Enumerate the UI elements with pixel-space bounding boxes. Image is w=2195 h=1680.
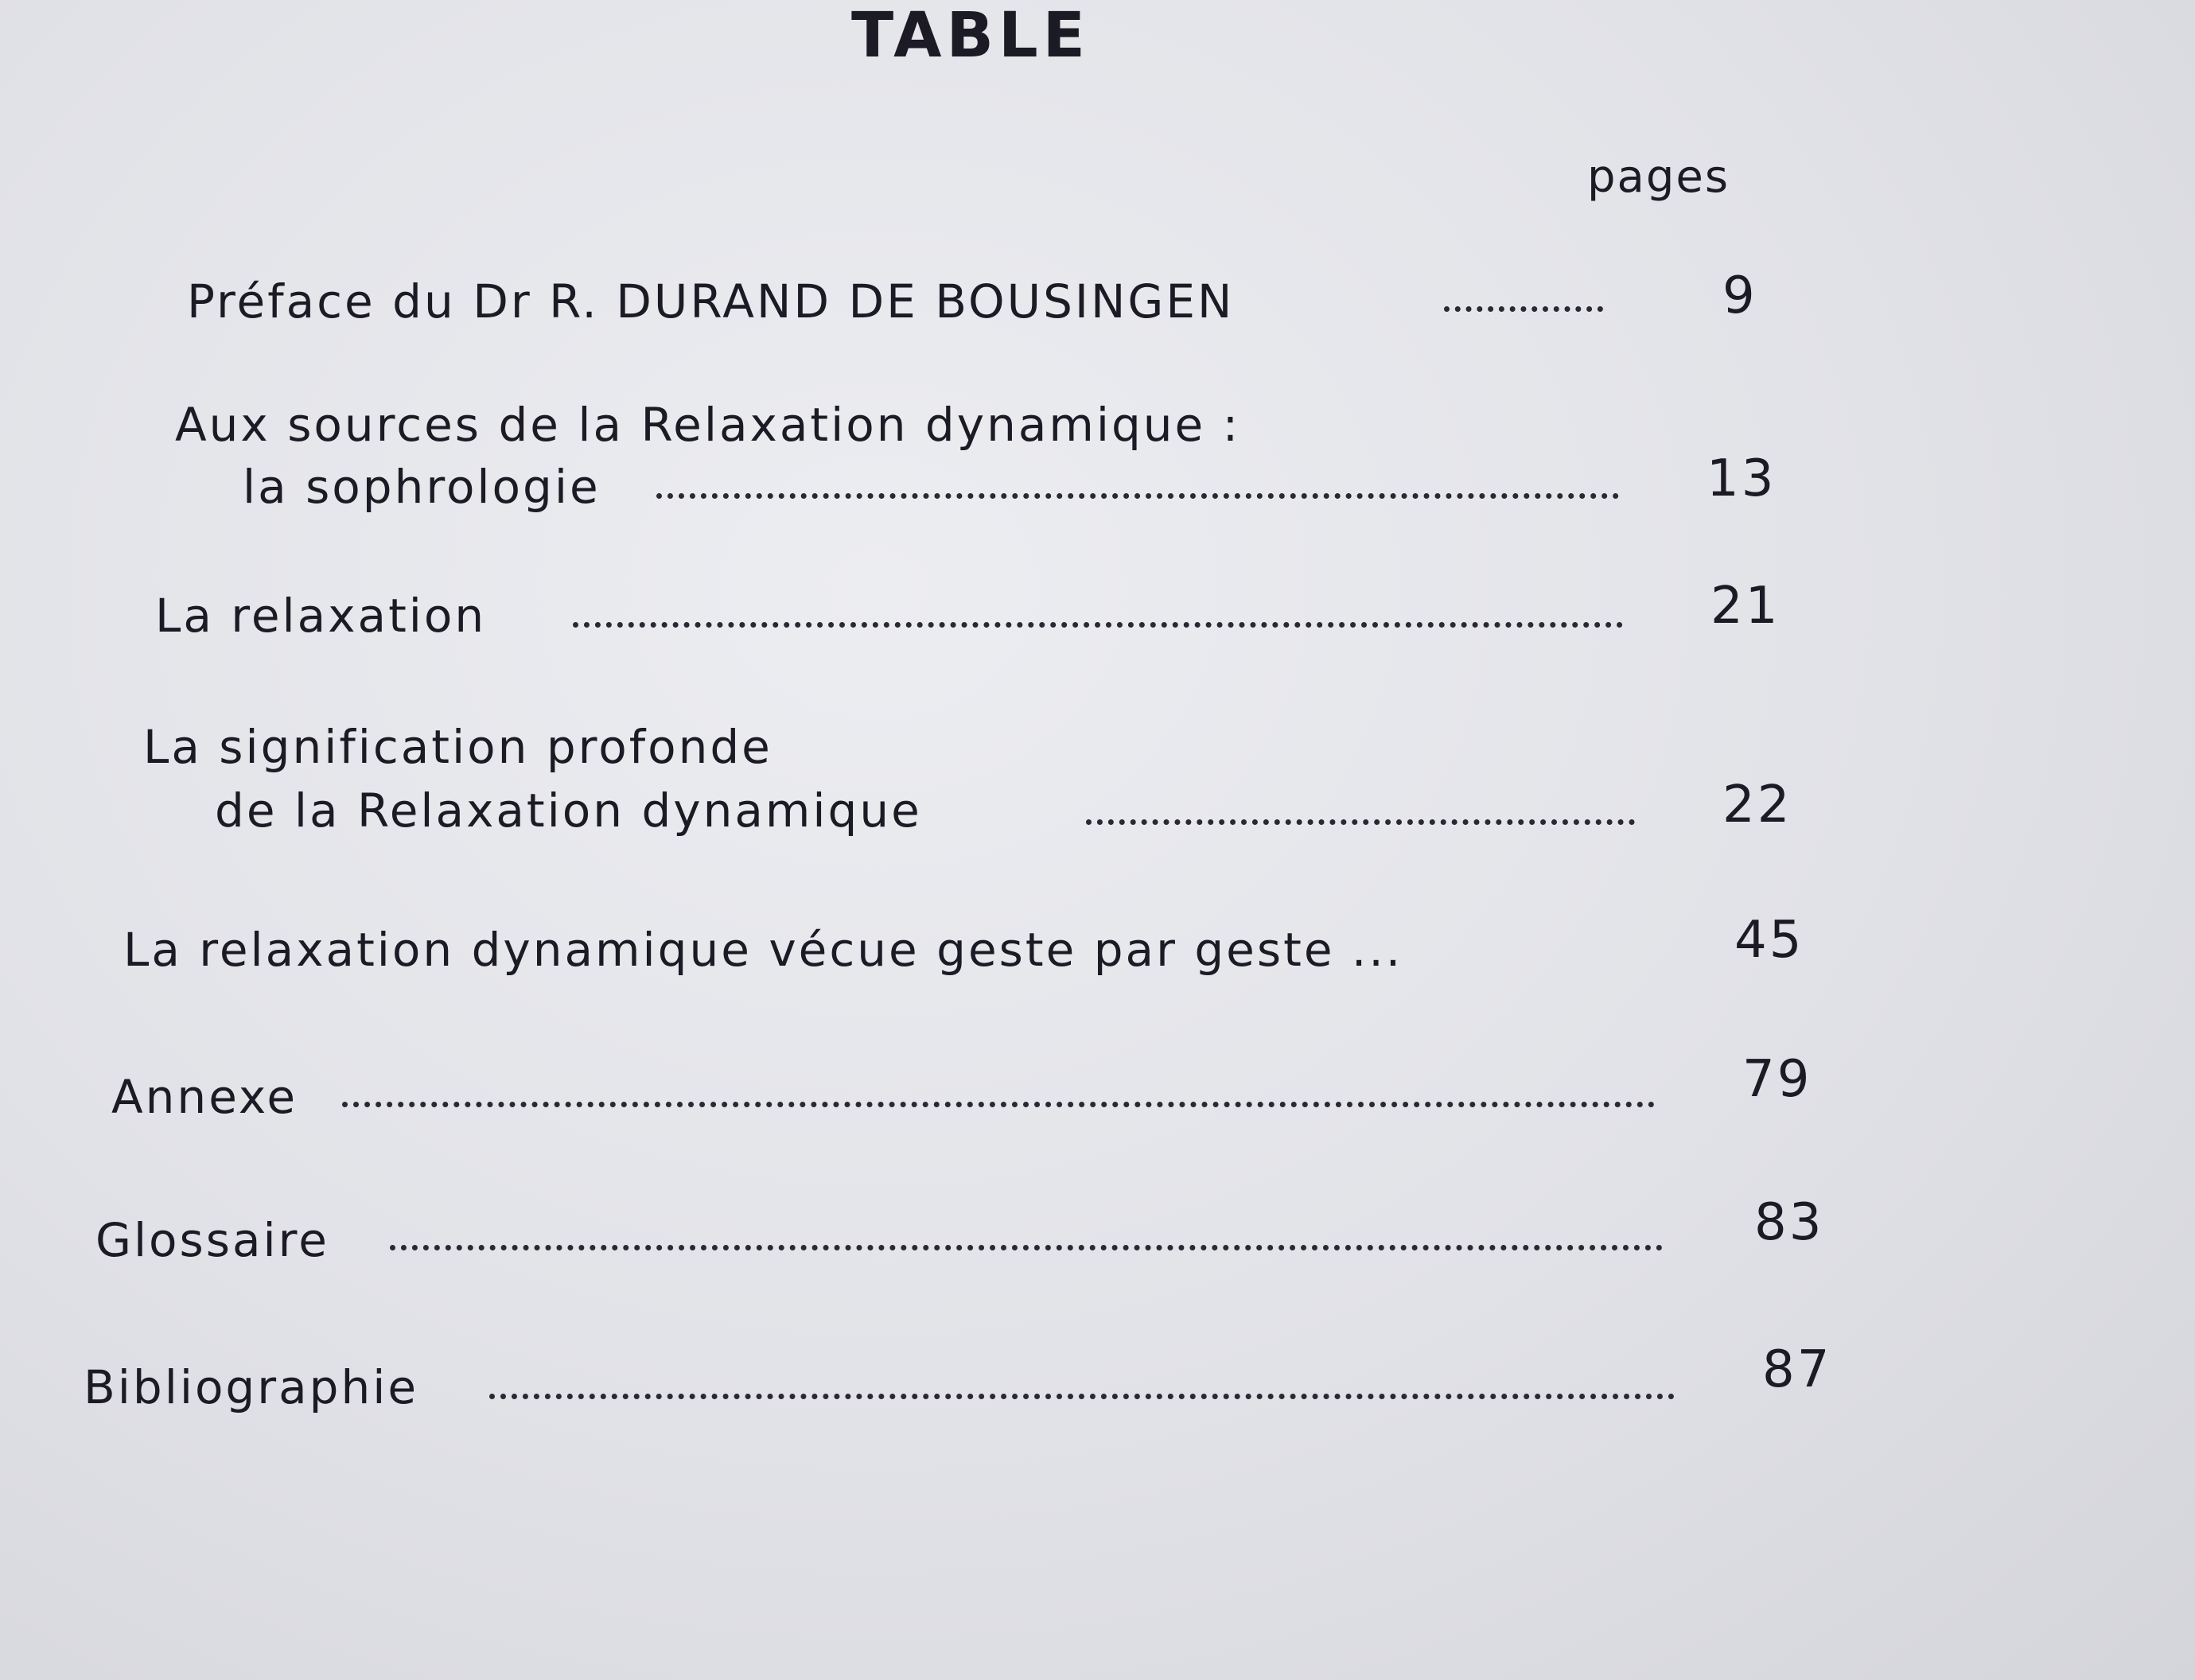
page-number: 87 [1762,1340,1832,1399]
page-number: 22 [1722,776,1792,834]
page-number: 45 [1734,911,1804,970]
page-number: 21 [1710,577,1781,636]
dot-leader [342,1102,1655,1107]
toc-entry-signification-line1: La signification profonde [143,720,773,774]
toc-entry-sources-line2: la sophrologie [243,460,601,514]
page-number: 9 [1722,266,1757,325]
toc-entry-relaxation: La relaxation [155,589,487,643]
toc-entry-geste: La relaxation dynamique vécue geste par geste ... [123,923,1403,977]
toc-entry-signification-line2: de la Relaxation dynamique [215,784,922,838]
dot-leader [1444,306,1603,312]
toc-entry-glossaire: Glossaire [95,1213,329,1267]
dot-leader [573,622,1623,628]
toc-entry-preface: Préface du Dr R. DURAND DE BOUSINGEN [187,274,1235,329]
pages-column-header: pages [1587,151,1730,203]
page-title: TABLE [851,0,1090,72]
page-number: 13 [1707,449,1777,508]
dot-leader [656,493,1619,499]
dot-leader [390,1245,1663,1250]
toc-entry-sources-line1: Aux sources de la Relaxation dynamique : [175,398,1241,452]
dot-leader [1086,819,1635,825]
toc-entry-bibliographie: Bibliographie [84,1360,419,1414]
toc-entry-annexe: Annexe [111,1070,298,1124]
page-number: 83 [1754,1193,1824,1252]
dot-leader [489,1394,1675,1399]
page-number: 79 [1742,1050,1812,1109]
